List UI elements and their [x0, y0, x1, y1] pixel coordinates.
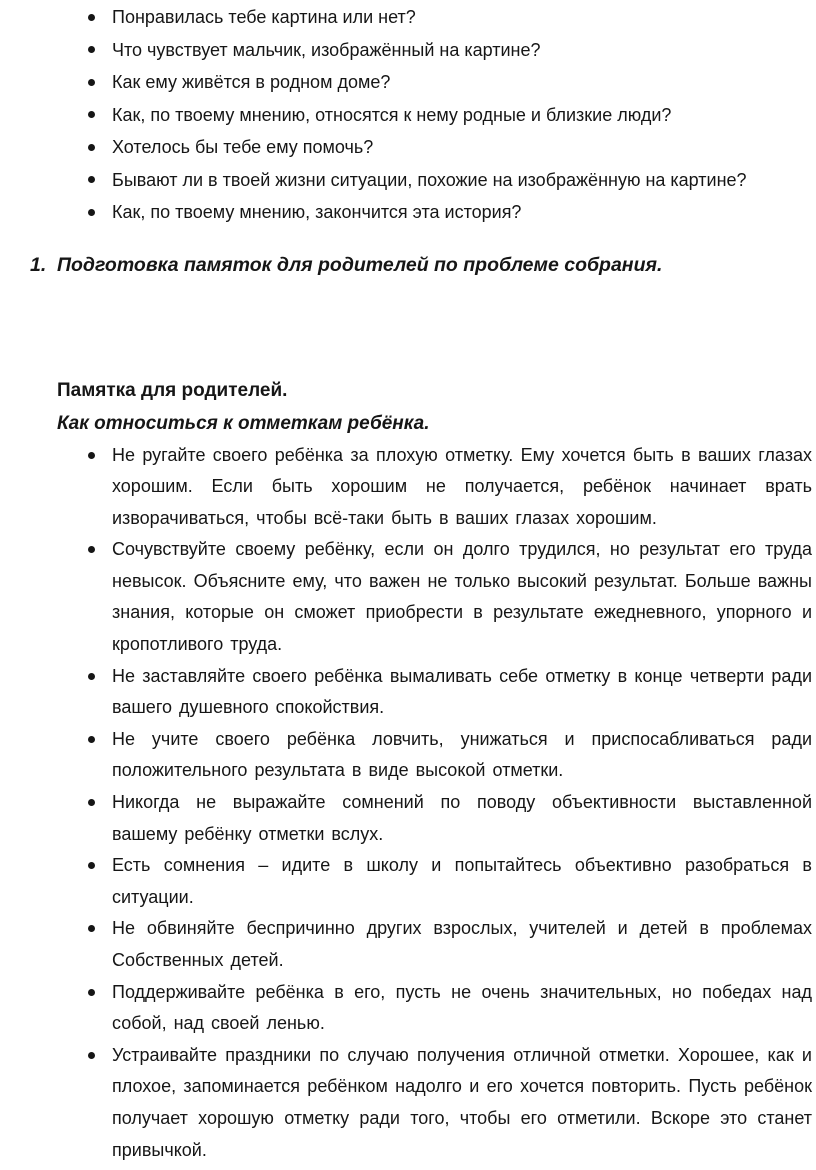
bullet-icon	[88, 736, 95, 743]
memo-item	[86, 724, 812, 787]
question-item	[86, 131, 812, 164]
memo-text: Поддерживайте ребёнка в его, пусть не очень значительных, но победах над собой, над своей ленью.	[112, 981, 812, 1034]
bullet-icon	[88, 925, 95, 932]
memo-text: Не учите своего ребёнка ловчить, унижаться и приспосабливаться ради положительного результата в виде высокой отметки.	[112, 728, 812, 781]
question-text: Что чувствует мальчик, изображённый на картине?	[112, 39, 541, 60]
memo-text: Устраивайте праздники по случаю получения отличной отметки. Хорошее, как и плохое, запоминается ребёнком надолго и его хочется повторить. Пусть ребёнок получает хорошую отметку ради того, чтобы его отметили. Вскоре это станет привычкой.	[112, 1044, 812, 1160]
memo-subtitle: Как относиться к отметкам ребёнка.	[57, 412, 430, 434]
bullet-icon	[88, 799, 95, 806]
bullet-icon	[88, 176, 95, 183]
question-text: Хотелось бы тебе ему помочь?	[112, 137, 374, 157]
memo-item	[86, 1040, 812, 1166]
memo-text: Сочувствуйте своему ребёнку, если он долго трудился, но результат его труда невысок. Объясните ему, что важен не только высокий результат. Больше важны знания, которые он сможет приобрести в результате ежедневного, упорного и кропотливого труда.	[112, 539, 812, 655]
question-item	[86, 164, 812, 197]
question-item	[86, 66, 812, 99]
bullet-icon	[88, 673, 95, 680]
question-text: Как ему живётся в родном доме?	[112, 72, 391, 92]
memo-item	[86, 440, 812, 535]
memo-item	[86, 977, 812, 1040]
question-list	[0, 0, 816, 229]
bullet-icon	[88, 111, 95, 118]
question-text: Бывают ли в твоей жизни ситуации, похожие на изображённую на картине?	[112, 169, 747, 190]
numbered-heading-number: 1.	[30, 253, 47, 276]
memo-text: Не ругайте своего ребёнка за плохую отметку. Ему хочется быть в ваших глазах хорошим. Если быть хорошим не получается, ребёнок начинает врать изворачиваться, чтобы всё-таки быть в ваших глазах хорошим.	[112, 444, 812, 528]
question-item	[86, 1, 812, 34]
bullet-icon	[88, 79, 95, 86]
memo-text: Не заставляйте своего ребёнка вымаливать себе отметку в конце четверти ради вашего душевного спокойствия.	[112, 665, 812, 718]
memo-text: Есть сомнения – идите в школу и попытайтесь объективно разобраться в ситуации.	[112, 855, 812, 907]
memo-list	[0, 440, 816, 1167]
question-text: Понравилась тебе картина или нет?	[112, 7, 416, 27]
question-item	[86, 34, 812, 67]
numbered-heading	[30, 249, 812, 282]
bullet-icon	[88, 14, 95, 21]
question-item	[86, 196, 812, 229]
memo-item	[86, 661, 812, 724]
bullet-icon	[88, 1052, 95, 1059]
bullet-icon	[88, 46, 95, 53]
question-text: Как, по твоему мнению, закончится эта история?	[112, 202, 522, 222]
bullet-icon	[88, 452, 95, 459]
numbered-heading-text: Подготовка памяток для родителей по проблеме собрания.	[57, 253, 663, 276]
question-item	[86, 99, 812, 132]
memo-text: Не обвиняйте беспричинно других взрослых, учителей и детей в проблемах Собственных детей.	[112, 918, 812, 970]
bullet-icon	[88, 862, 95, 869]
bullet-icon	[88, 209, 95, 216]
memo-item	[86, 534, 812, 660]
memo-item	[86, 850, 812, 913]
bullet-icon	[88, 144, 95, 151]
bullet-icon	[88, 546, 95, 553]
question-text: Как, по твоему мнению, относятся к нему родные и близкие люди?	[112, 104, 672, 125]
bullet-icon	[88, 989, 95, 996]
memo-item	[86, 913, 812, 976]
memo-text: Никогда не выражайте сомнений по поводу объективности выставленной вашему ребёнку отметки вслух.	[112, 792, 812, 844]
memo-title: Памятка для родителей.	[57, 379, 288, 401]
memo-item	[86, 787, 812, 850]
